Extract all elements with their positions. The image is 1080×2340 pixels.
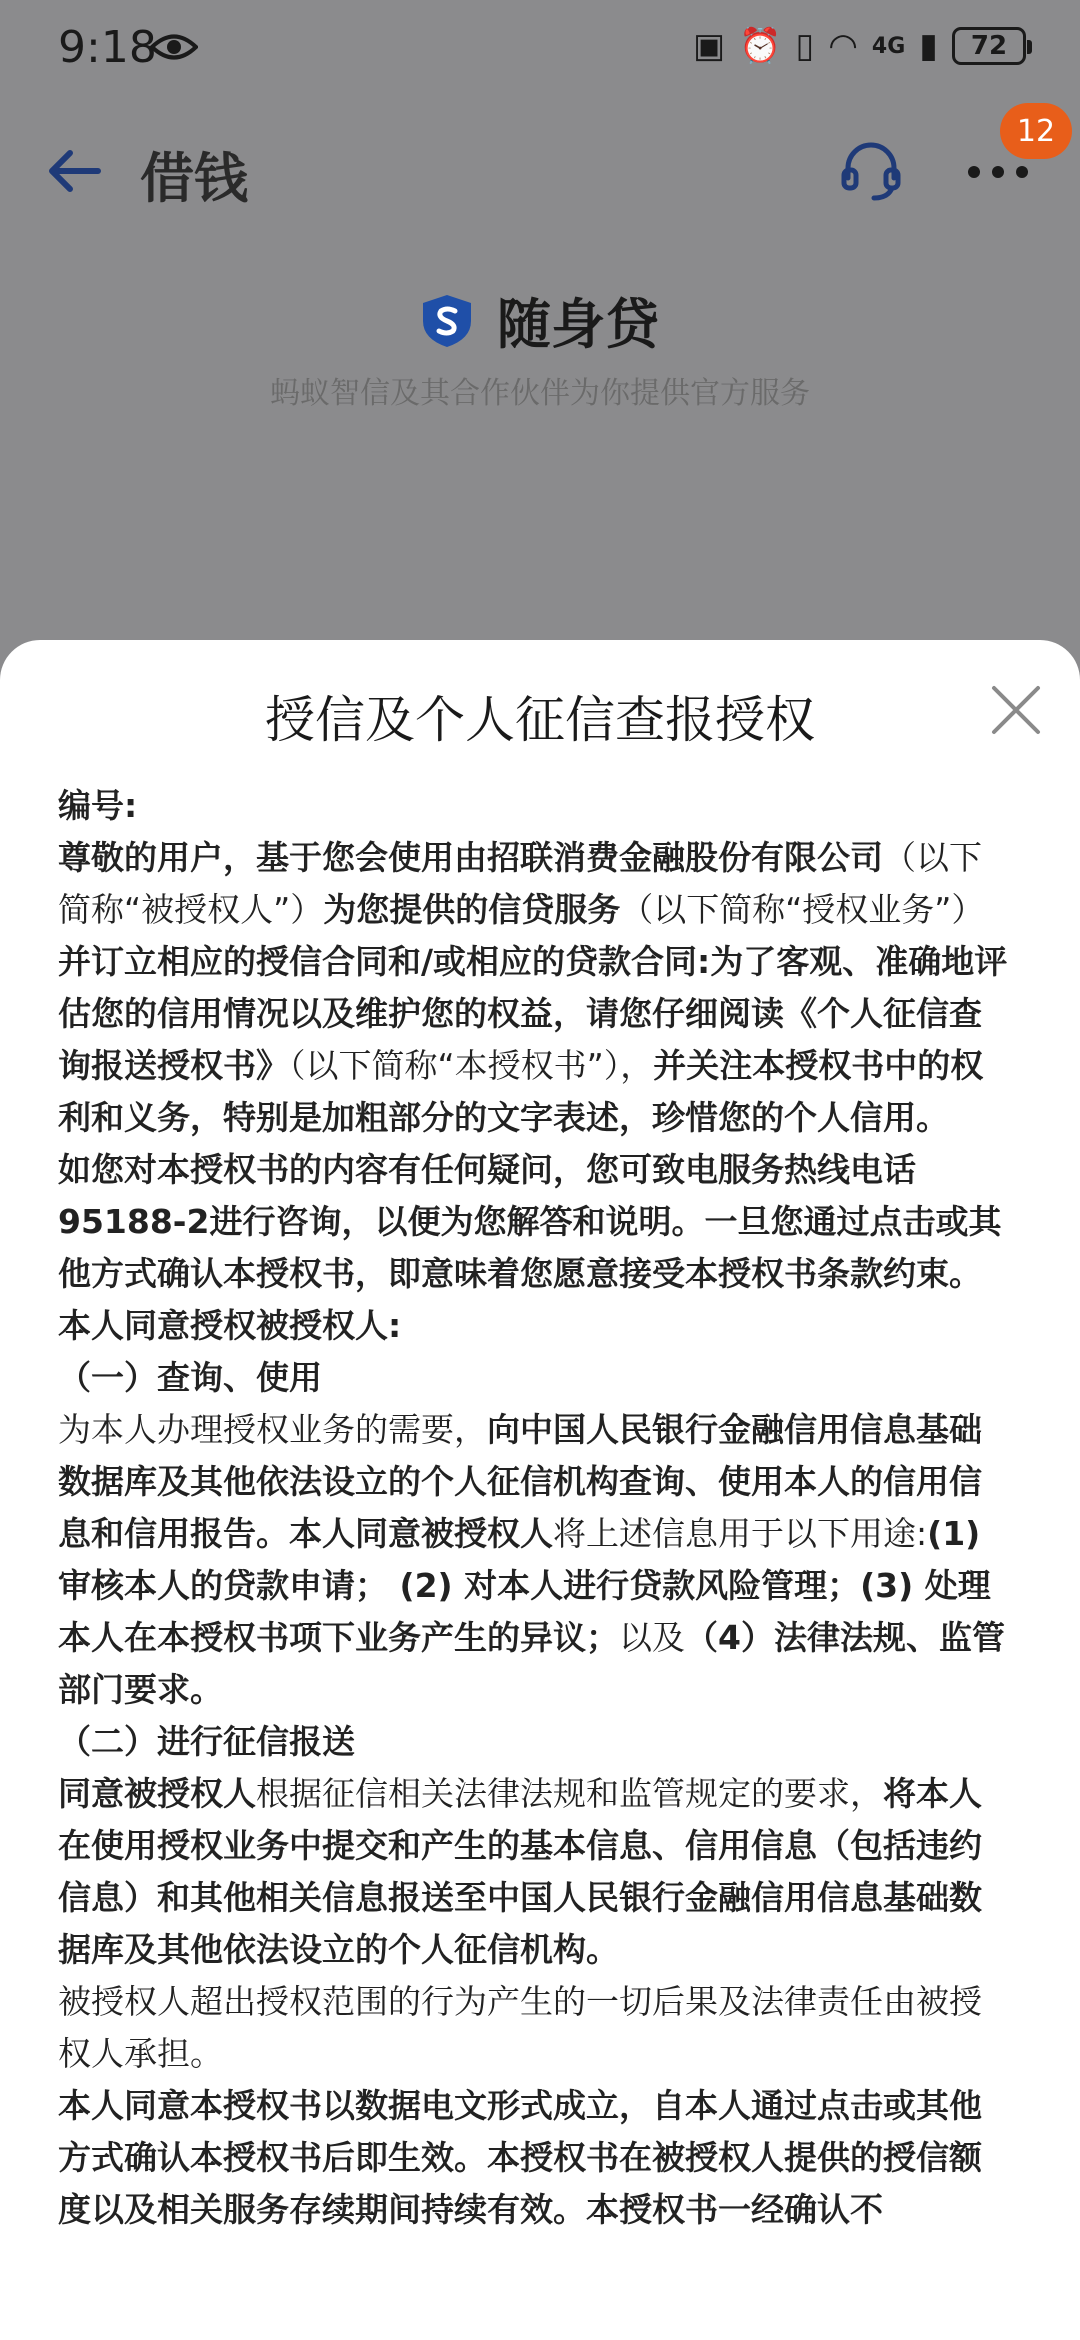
intro-paragraph <box>58 832 1008 1144</box>
section-1-text-bold-2: (1) 审核本人的贷款申请； (2) 对本人进行贷款风险管理；(3) 处理本人在本授权书项下业务产生的异议； <box>58 1514 991 1657</box>
section-2-heading <box>58 1716 1008 1768</box>
liability-paragraph <box>58 1976 1008 2080</box>
section-1-heading <box>58 1352 1008 1404</box>
close-icon[interactable] <box>990 684 1042 736</box>
liability-text: 被授权人超出授权范围的行为产生的一切后果及法律责任由被授权人承担。 <box>58 1982 982 2073</box>
wifi-icon: ◠ <box>828 26 858 66</box>
signal-bars-icon: ▮ <box>919 26 938 66</box>
shield-logo-icon <box>421 293 473 349</box>
alarm-icon: ⏰ <box>739 26 782 66</box>
page-title: 借钱 <box>140 147 248 210</box>
hotline-paragraph <box>58 1144 1008 1300</box>
brand-header <box>0 282 1080 359</box>
intro-text-3: （以下简称“本授权书”）， <box>289 1046 654 1085</box>
authorization-document <box>58 780 1008 2236</box>
section-1-title: （一）查询、使用 <box>58 1358 322 1397</box>
section-2-text-bold-2: 将本人在使用授权业务中提交和产生的基本信息、信用信息（包括违约信息）和其他相关信息报送至中国人民银行金融信用信息基础数据库及其他依法设立的个人征信机构。 <box>58 1774 982 1969</box>
intro-text-1: （以下简称“被授权人”） <box>58 838 982 929</box>
document-number <box>58 780 1008 832</box>
eye-icon <box>150 32 198 62</box>
consent-heading <box>58 1300 1008 1352</box>
background-page <box>0 0 1080 700</box>
intro-text-bold-2: 为您提供的信贷服务 <box>323 890 621 929</box>
headset-icon[interactable] <box>838 138 904 204</box>
status-bar <box>0 0 1080 100</box>
intro-text-bold-1: 尊敬的用户，基于您会使用由招联消费金融股份有限公司 <box>58 838 883 877</box>
authorization-sheet <box>0 640 1080 2340</box>
section-1-text-2: 将上述信息用于以下用途: <box>553 1514 928 1553</box>
battery-level: 72 <box>970 31 1008 61</box>
sheet-title: 授信及个人征信查报授权 <box>265 691 815 749</box>
section-1-paragraph <box>58 1404 1008 1716</box>
nav-bar <box>0 110 1080 230</box>
section-1-text-1: 为本人办理授权业务的需要， <box>58 1410 487 1449</box>
more-dot-icon <box>968 166 980 178</box>
nfc-icon: ▣ <box>693 26 726 66</box>
number-label: 编号: <box>58 786 138 825</box>
section-1-text-3: 以及 <box>619 1618 685 1657</box>
section-2-text-bold-1: 同意被授权人 <box>58 1774 256 1813</box>
4g-signal-icon: 4G <box>871 33 906 59</box>
intro-text-2: （以下简称“授权业务”） <box>620 890 985 929</box>
status-icons <box>693 26 1026 66</box>
consent-heading-text: 本人同意授权被授权人: <box>58 1306 402 1345</box>
validity-paragraph <box>58 2080 1008 2236</box>
hotline-text: 如您对本授权书的内容有任何疑问，您可致电服务热线电话95188-2进行咨询，以便为您解答和说明。一旦您通过点击或其他方式确认本授权书，即意味着您愿意接受本授权书条款约束。 <box>58 1150 1002 1293</box>
intro-text-bold-4: 并关注本授权书中的权利和义务，特别是加粗部分的文字表述，珍惜您的个人信用。 <box>58 1046 984 1137</box>
notification-badge: 12 <box>1000 103 1072 159</box>
section-1-text-bold-3: （4）法律法规、监管部门要求。 <box>58 1618 1005 1709</box>
section-2-text-1: 根据征信相关法律法规和监管规定的要求， <box>256 1774 883 1813</box>
section-2-paragraph <box>58 1768 1008 1976</box>
section-1-text-bold-1: 向中国人民银行金融信用信息基础数据库及其他依法设立的个人征信机构查询、使用本人的信用信息和信用报告。本人同意被授权人 <box>58 1410 982 1553</box>
back-arrow-icon[interactable] <box>40 136 110 206</box>
brand-subtitle: 蚂蚁智信及其合作伙伴为你提供官方服务 <box>270 376 810 411</box>
section-2-title: （二）进行征信报送 <box>58 1722 355 1761</box>
vibrate-icon: ▯ <box>795 26 815 66</box>
validity-text: 本人同意本授权书以数据电文形式成立，自本人通过点击或其他方式确认本授权书后即生效。本授权书在被授权人提供的授信额度以及相关服务存续期间持续有效。本授权书一经确认不 <box>58 2086 982 2229</box>
more-dot-icon <box>992 166 1004 178</box>
brand-name: 随身贷 <box>497 293 659 356</box>
battery-icon <box>952 27 1026 65</box>
more-dot-icon <box>1016 166 1028 178</box>
intro-text-bold-3: 并订立相应的授信合同和/或相应的贷款合同:为了客观、准确地评估您的信用情况以及维护您的权益，请您仔细阅读《个人征信查询报送授权书》 <box>58 942 1008 1085</box>
status-time: 9:18 <box>58 22 157 73</box>
